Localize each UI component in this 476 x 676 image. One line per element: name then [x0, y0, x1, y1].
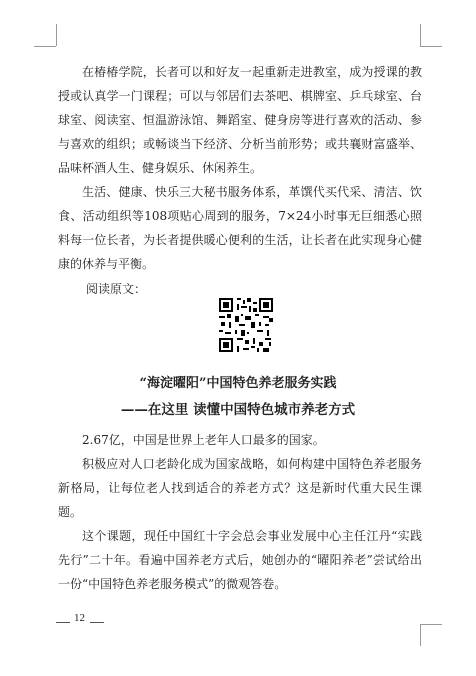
crop-mark [420, 624, 421, 646]
paragraph: 2.67亿，中国是世界上老年人口最多的国家。 [82, 433, 325, 447]
article-subtitle: ——在这里 读懂中国特色城市养老方式 [120, 402, 356, 418]
paragraph-block [58, 180, 422, 276]
paragraph: 在椿椿学院，长者可以和好友一起重新走进教室，成为授课的教授或认真学一门课程；可以与邻居们去茶吧、棋牌室、乒乓球室、台球室、阅读室、恒温游泳馆、舞蹈室、健身房等进行喜欢的活动、参与喜欢的组织；或畅谈当下经济、分析当前形势；或共襄财富盛举、品味杯酒人生、健身娱乐、休闲养生。 [58, 65, 422, 175]
crop-mark [420, 46, 442, 47]
paragraph: 生活、健康、快乐三大秘书服务体系，革馔代买代采、清洁、饮食、活动组织等108项贴心周到的服务，7×24小时事无巨细悉心照料每一位长者，为长者提供暖心便利的生活，让长者在此实现身心健康的休养与平衡。 [58, 185, 422, 271]
page-number: 12 [74, 612, 85, 624]
paragraph: 积极应对人口老龄化成为国家战略，如何构建中国特色养老服务新格局，让每位老人找到适合的养老方式？这是新时代重大民生课题。 [58, 457, 422, 519]
crop-mark [34, 46, 56, 47]
crop-mark [56, 24, 57, 46]
article-title: “海淀曜阳”中国特色养老服务实践 [139, 376, 337, 391]
footer-rule [90, 622, 104, 623]
qr-code-icon[interactable] [219, 298, 273, 352]
read-original-label: 阅读原文： [86, 282, 147, 296]
footer-rule [56, 622, 70, 623]
crop-mark [420, 24, 421, 46]
article-body [58, 428, 422, 596]
paragraph: 这个课题，现任中国红十字会总会事业发展中心主任江丹“实践先行”二十年。看遍中国养老方式后，她创办的“曜阳养老”尝试给出一份“中国特色养老服务模式”的微观答卷。 [58, 529, 422, 591]
paragraph-block [58, 60, 422, 180]
crop-mark [420, 624, 442, 625]
